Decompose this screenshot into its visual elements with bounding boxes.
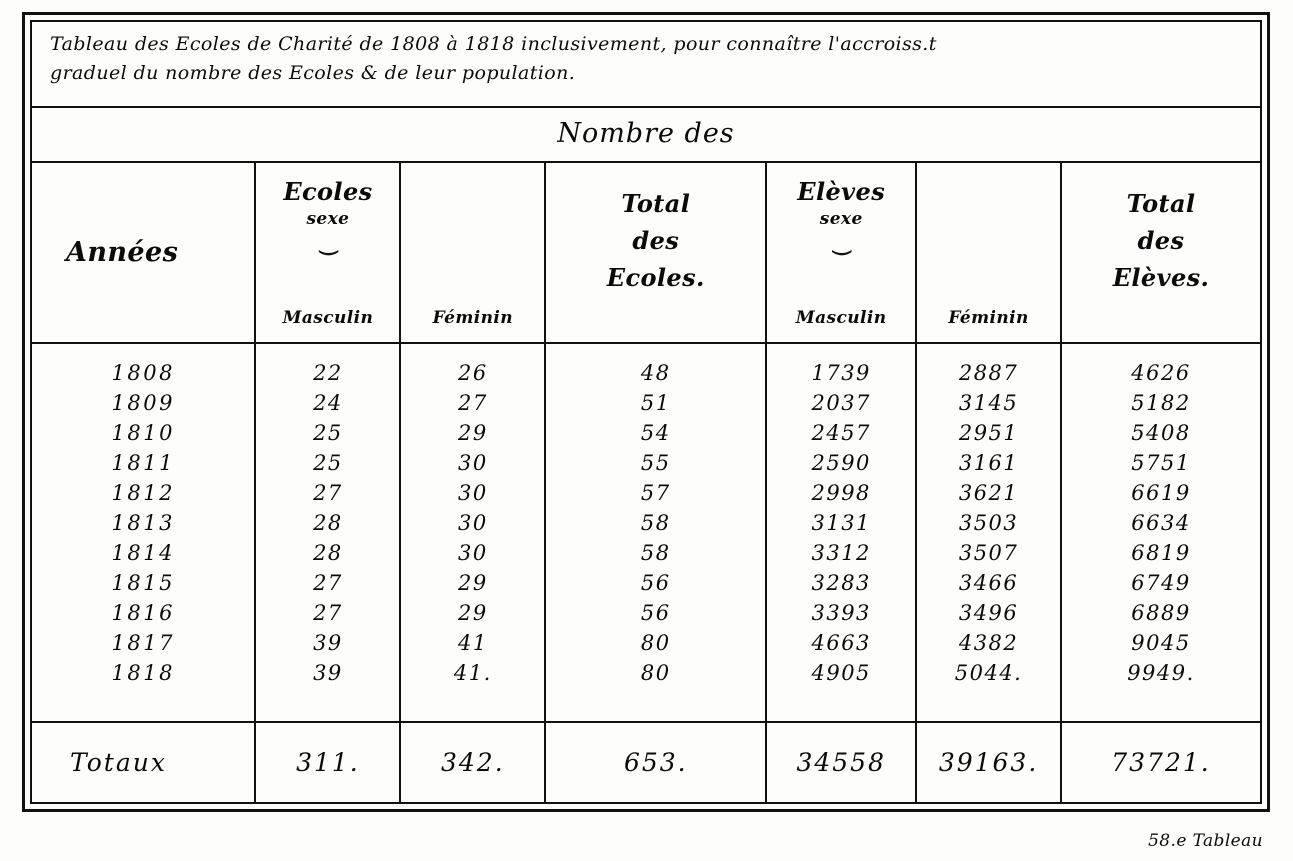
header-ecoles-masculin-label: Masculin [282,307,374,328]
totals-label-cell [32,722,255,802]
table-row: 24 [313,390,343,415]
column-annee [32,343,255,722]
table-header-row [32,163,1260,343]
table-row: 2457 [811,420,871,445]
table-row: 1811 [111,450,175,475]
table-row: 3161 [958,450,1019,475]
table-row: 39 [313,660,343,685]
table-row: 3131 [811,510,871,535]
totals-total-eleves-cell [1061,722,1260,802]
table-row: 5044. [954,660,1023,685]
table-row: 3393 [811,600,871,625]
totals-eleves-masculin-cell [766,722,916,802]
table-row: 3503 [958,510,1019,535]
table-totals-row [32,722,1260,802]
header-total-eleves-line2: des [1137,226,1185,256]
table-row: 56 [640,600,671,625]
header-eleves-masculin-label: Masculin [795,307,887,328]
header-total-ecoles-line2: des [632,226,680,256]
table-row: 29 [457,600,488,625]
table-row: 58 [640,540,671,565]
table-row: 58 [640,510,671,535]
header-total-ecoles-line1: Total [621,189,691,218]
table-row: 51 [640,390,671,415]
header-total-ecoles [545,163,766,343]
table-row: 56 [640,570,671,595]
table-row: 41. [453,660,492,685]
table-row: 29 [457,570,488,595]
table-row: 41 [457,630,488,655]
table-row: 57 [640,480,671,505]
table-row: 5751 [1131,450,1191,475]
table-row: 1808 [111,360,175,385]
table-row: 2951 [958,420,1019,445]
table-row: 6619 [1131,480,1191,505]
table-row: 2590 [811,450,871,475]
header-total-eleves [1061,163,1260,343]
column-ecoles-feminin [400,343,545,722]
header-ecoles-sexe: sexe [306,209,350,229]
totals-total-ecoles-cell [545,722,766,802]
table-row: 3621 [958,480,1019,505]
column-total-ecoles [545,343,766,722]
header-ecoles-masculin [255,163,400,343]
header-eleves-label: Elèves [797,177,886,206]
title-line-2: graduel du nombre des Ecoles & de leur population. [50,61,576,84]
header-eleves-feminin-label: Féminin [948,307,1029,328]
table-row: 30 [457,510,488,535]
totals-eleves-feminin: 39163. [938,747,1039,777]
table-row: 27 [313,480,343,505]
table-row: 3466 [958,570,1019,595]
header-eleves-sexe: sexe [819,209,863,229]
table-row: 1818 [111,660,175,685]
table-row: 1815 [111,570,175,595]
table-row: 9949. [1127,660,1195,685]
column-ecoles-masculin [255,343,400,722]
table-row: 6634 [1131,510,1191,535]
header-annee [32,163,255,343]
table-row: 6819 [1131,540,1191,565]
table-row: 9045 [1131,630,1191,655]
footnote: 58.e Tableau [1148,831,1263,851]
totals-eleves-masculin: 34558 [796,747,886,777]
table-row: 1809 [111,390,175,415]
table-row: 3496 [958,600,1019,625]
table-row: 1814 [111,540,175,565]
table-row: 55 [640,450,671,475]
table-row: 29 [457,420,488,445]
header-total-ecoles-line3: Ecoles. [606,263,705,293]
totals-label: Totaux [70,747,167,777]
table-row: 3312 [811,540,871,565]
table-row: 4905 [811,660,871,685]
table-row: 6749 [1131,570,1191,595]
table-row: 27 [457,390,488,415]
header-ecoles-feminin [400,163,545,343]
column-total-eleves [1061,343,1260,722]
header-total-eleves-line3: Elèves. [1112,263,1210,293]
table-frame [30,20,1262,804]
table-row: 4663 [811,630,871,655]
table-row: 39 [313,630,343,655]
title-block [32,22,1260,108]
ledger-table [32,163,1260,802]
totals-eleves-feminin-cell [916,722,1061,802]
title-line-1: Tableau des Ecoles de Charité de 1808 à 1818 inclusivement, pour connaître l'accroiss.t [50,33,937,55]
table-row: 6889 [1131,600,1191,625]
table-row: 1812 [111,480,175,505]
totals-ecoles-feminin: 342. [440,747,505,777]
table-row: 4626 [1131,360,1191,385]
header-ecoles-label: Ecoles [283,177,373,206]
totals-ecoles-masculin-cell [255,722,400,802]
table-row: 80 [640,630,671,655]
table-row: 4382 [958,630,1019,655]
table-row: 25 [313,420,343,445]
header-total-eleves-line1: Total [1126,189,1196,218]
table-row: 30 [457,450,488,475]
table-row: 3283 [811,570,871,595]
table-row: 48 [640,360,671,385]
table-row: 3145 [958,390,1019,415]
table-row: 26 [457,360,488,385]
table-row: 22 [313,360,343,385]
table-row: 5408 [1131,420,1191,445]
brace-icon-2: ⏝ [832,230,851,254]
table-row: 5182 [1131,390,1191,415]
column-eleves-masculin [766,343,916,722]
totals-ecoles-masculin: 311. [296,747,360,777]
table-row: 30 [457,480,488,505]
totals-ecoles-feminin-cell [400,722,545,802]
table-row: 27 [313,600,343,625]
table-row: 2998 [811,480,871,505]
table-row: 1739 [811,360,871,385]
table-row: 28 [313,510,343,535]
table-row: 3507 [958,540,1019,565]
header-eleves-masculin [766,163,916,343]
header-ecoles-feminin-label: Féminin [432,307,514,328]
table-body-row [32,343,1260,722]
banner-nombre-des: Nombre des [32,108,1260,163]
header-annee-label: Années [66,236,179,268]
table-row: 80 [640,660,671,685]
table-row: 25 [313,450,343,475]
brace-icon: ⏝ [318,230,338,254]
table-row: 27 [313,570,343,595]
table-row: 1817 [111,630,175,655]
table-row: 2887 [958,360,1019,385]
table-row: 1810 [111,420,175,445]
table-row: 1816 [111,600,175,625]
table-row: 28 [313,540,343,565]
table-row: 2037 [811,390,871,415]
column-eleves-feminin [916,343,1061,722]
totals-total-ecoles: 653. [623,747,688,777]
header-eleves-feminin [916,163,1061,343]
table-row: 30 [457,540,488,565]
table-row: 54 [640,420,671,445]
totals-total-eleves: 73721. [1111,747,1211,777]
table-row: 1813 [111,510,175,535]
